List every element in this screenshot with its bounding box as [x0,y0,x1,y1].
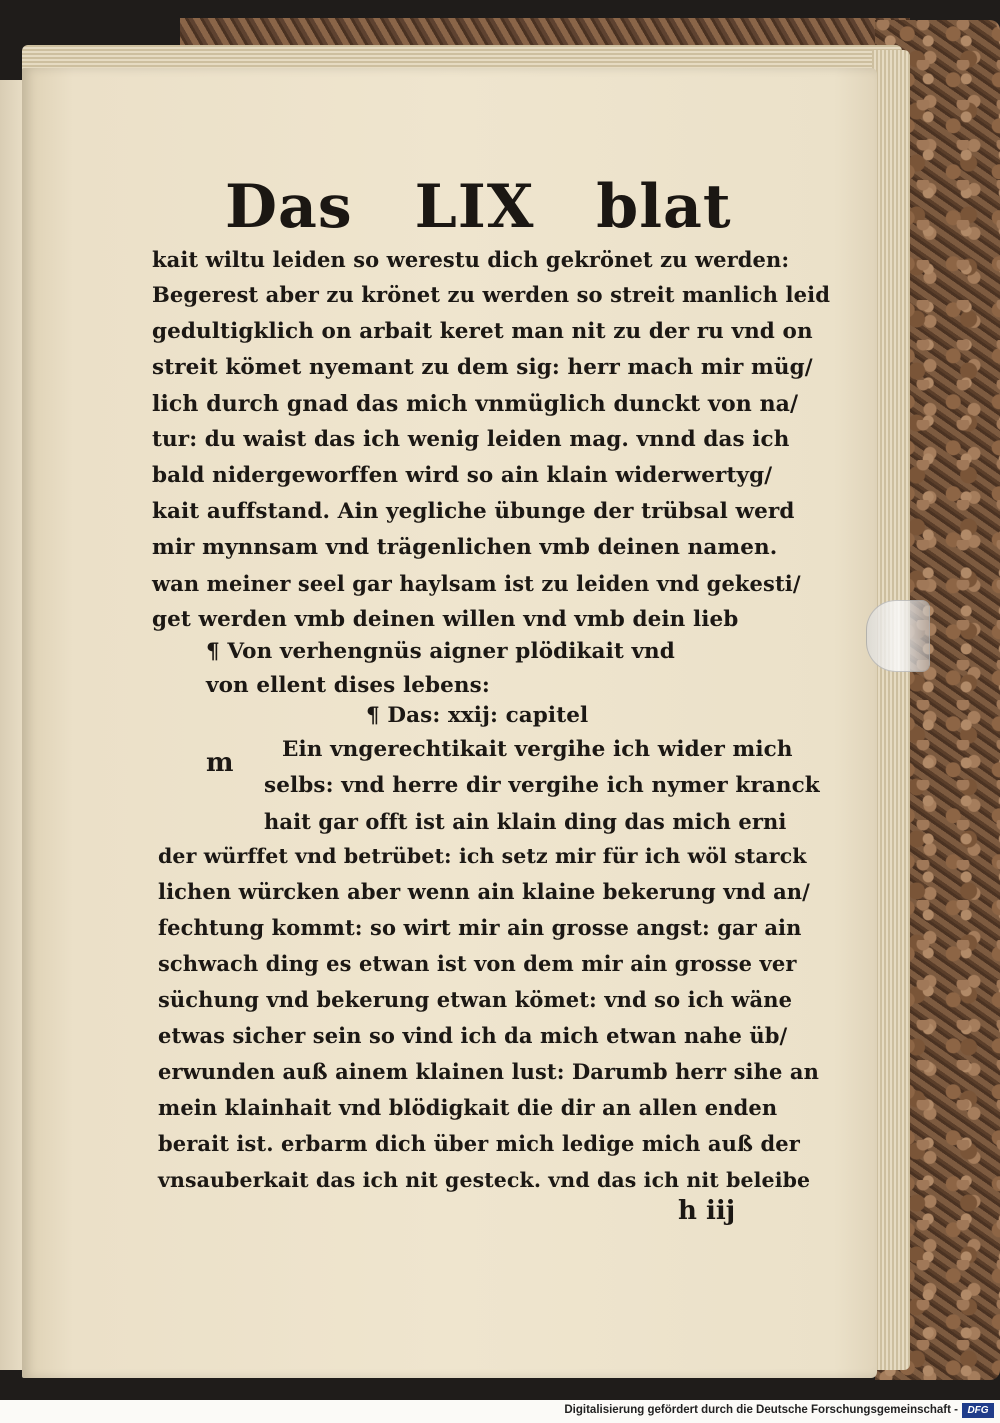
text-line: Begerest aber zu krönet zu werden so streit manlich leid [152,283,831,308]
chapter-heading-line: ¶ Von verhengnüs aigner plödikait vnd [206,639,675,664]
footer-credit: Digitalisierung gefördert durch die Deutsche Forschungsgemeinschaft - [564,1404,958,1416]
text-line: lich durch gnad das mich vnmüglich dunckt von na/ [152,391,799,417]
dfg-logo-icon: DFG [962,1403,994,1418]
text-line: süchung vnd bekerung etwan kömet: vnd so ich wäne [158,987,793,1012]
text-line: streit kömet nyemant zu dem sig: herr mach mir müg/ [152,355,813,380]
text-line: lichen würcken aber wenn ain klaine bekerung vnd an/ [158,879,810,904]
text-line: kait auffstand. Ain yegliche übunge der trübsal werd [152,499,795,524]
text-line: kait wiltu leiden so werestu dich gekrönet zu werden: [152,247,790,272]
drop-initial: m [206,748,234,778]
text-line: fechtung kommt: so wirt mir ain grosse angst: gar ain [158,915,802,940]
text-line: tur: du waist das ich wenig leiden mag. vnnd das ich [152,427,790,452]
text-line: selbs: vnd herre dir vergihe ich nymer kranck [264,773,820,798]
text-line: get werden vmb deinen willen vnd vmb dein lieb [152,607,739,632]
text-line: der würffet vnd betrübet: ich setz mir für ich wöl starck [158,844,807,868]
text-line: mir mynnsam vnd trägenlichen vmb deinen namen. [152,535,778,560]
folio-signature: h iij [678,1196,736,1226]
text-line: gedultigklich on arbait keret man nit zu der ru vnd on [152,319,813,344]
text-line: bald nidergeworffen wird so ain klain widerwertyg/ [152,463,773,488]
text-line: erwunden auß ainem klainen lust: Darumb herr sihe an [158,1059,819,1084]
text-line: berait ist. erbarm dich über mich ledige mich auß der [158,1131,800,1156]
text-line: etwas sicher sein so vind ich da mich etwan nahe üb/ [158,1023,788,1048]
text-line: Ein vngerechtikait vergihe ich wider mich [282,737,793,762]
text-line: mein klainhait vnd blödigkait die dir an allen enden [158,1095,778,1120]
chapter-number: ¶ Das: xxij: capitel [366,703,589,728]
text-line: hait gar offt ist ain klain ding das mich erni [264,809,787,834]
page-header: Das LIX blat [225,172,732,242]
chapter-heading-line: von ellent dises lebens: [206,673,490,698]
text-line: schwach ding es etwan ist von dem mir ain grosse ver [158,951,797,976]
text-line: wan meiner seel gar haylsam ist zu leiden vnd gekesti/ [152,571,801,596]
text-line: vnsauberkait das ich nit gesteck. vnd das ich nit beleibe [158,1168,811,1192]
